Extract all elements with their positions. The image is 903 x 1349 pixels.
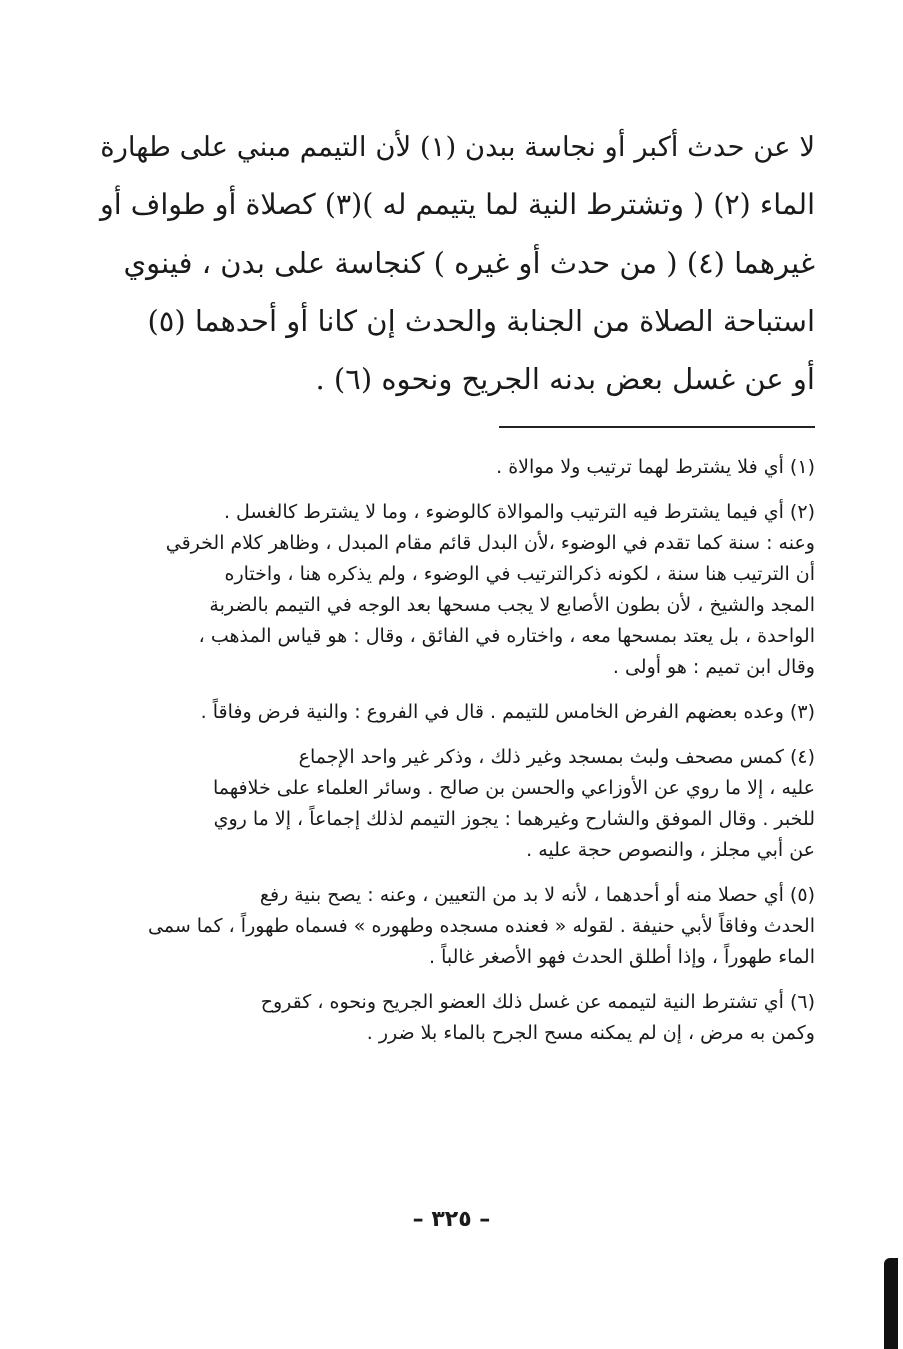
footnote-line: الماء طهوراً ، وإذا أطلق الحدث فهو الأصغر غالباً .: [429, 946, 815, 968]
footnote-3: [97, 697, 815, 728]
footnote-separator-rule: [499, 426, 815, 428]
footnote-line: للخبر . وقال الموفق والشارح وغيرهما : يجوز التيمم لذلك إجماعاً ، إلا ما روي: [213, 808, 815, 830]
footnote-line: (٥) أي حصلا منه أو أحدهما ، لأنه لا بد من التعيين ، وعنه : يصح بنية رفع: [259, 884, 815, 906]
footnote-line: عن أبي مجلز ، والنصوص حجة عليه .: [526, 839, 815, 861]
main-text-block: [100, 118, 815, 408]
footnote-4: [97, 742, 815, 866]
footnote-line: عليه ، إلا ما روي عن الأوزاعي والحسن بن صالح . وسائر العلماء على خلافهما: [213, 777, 815, 799]
footnote-line: الحدث وفاقاً لأبي حنيفة . لقوله « فعنده مسجده وطهوره » فسماه طهوراً ، كما سمى: [148, 915, 815, 937]
main-text-line: لا عن حدث أكبر أو نجاسة ببدن (١) لأن التيمم مبني على طهارة: [100, 131, 815, 163]
footnote-line: أن الترتيب هنا سنة ، لكونه ذكرالترتيب في الوضوء ، ولم يذكره هنا ، واختاره: [224, 563, 815, 585]
footnote-line: وقال ابن تميم : هو أولى .: [612, 656, 815, 678]
footnote-1: [97, 452, 815, 483]
footnote-line: وعنه : سنة كما تقدم في الوضوء ،لأن البدل قائم مقام المبدل ، وظاهر كلام الخرقي: [165, 532, 815, 554]
footnote-line: المجد والشيخ ، لأن بطون الأصابع لا يجب مسحها بعد الوجه في التيمم بالضربة: [209, 594, 815, 616]
footnote-line: وكمن به مرض ، إن لم يمكنه مسح الجرح بالماء بلا ضرر .: [366, 1022, 815, 1044]
footnote-2: [97, 497, 815, 683]
main-text-line: غيرهما (٤) ( من حدث أو غيره ) كنجاسة على بدن ، فينوي: [123, 246, 815, 280]
footnote-line: (٢) أي فيما يشترط فيه الترتيب والموالاة كالوضوء ، وما لا يشترط كالغسل .: [223, 501, 815, 523]
main-text-line: أو عن غسل بعض بدنه الجريح ونحوه (٦) .: [315, 362, 815, 396]
footnote-line: (٦) أي تشترط النية لتيممه عن غسل ذلك العضو الجريح ونحوه ، كقروح: [260, 991, 815, 1013]
scan-edge-mark: [884, 1258, 898, 1349]
footnote-line: الواحدة ، بل يعتد بمسحها معه ، واختاره في الفائق ، وقال : هو قياس المذهب ،: [198, 625, 815, 647]
footnote-line: (١) أي فلا يشترط لهما ترتيب ولا موالاة .: [496, 456, 815, 478]
footnote-6: [97, 987, 815, 1049]
footnote-5: [97, 880, 815, 973]
main-text-line: استباحة الصلاة من الجنابة والحدث إن كانا أو أحدهما (٥): [147, 304, 815, 338]
footnotes-section: [97, 452, 815, 1063]
main-text-line: الماء (٢) ( وتشترط النية لما يتيمم له )(٣) كصلاة أو طواف أو: [100, 188, 815, 221]
footnote-line: (٤) كمس مصحف ولبث بمسجد وغير ذلك ، وذكر غير واحد الإجماع: [298, 746, 815, 768]
page-number: – ٣٢٥ –: [412, 1207, 491, 1232]
footnote-line: (٣) وعده بعضهم الفرض الخامس للتيمم . قال في الفروع : والنية فرض وفاقاً .: [200, 701, 815, 723]
